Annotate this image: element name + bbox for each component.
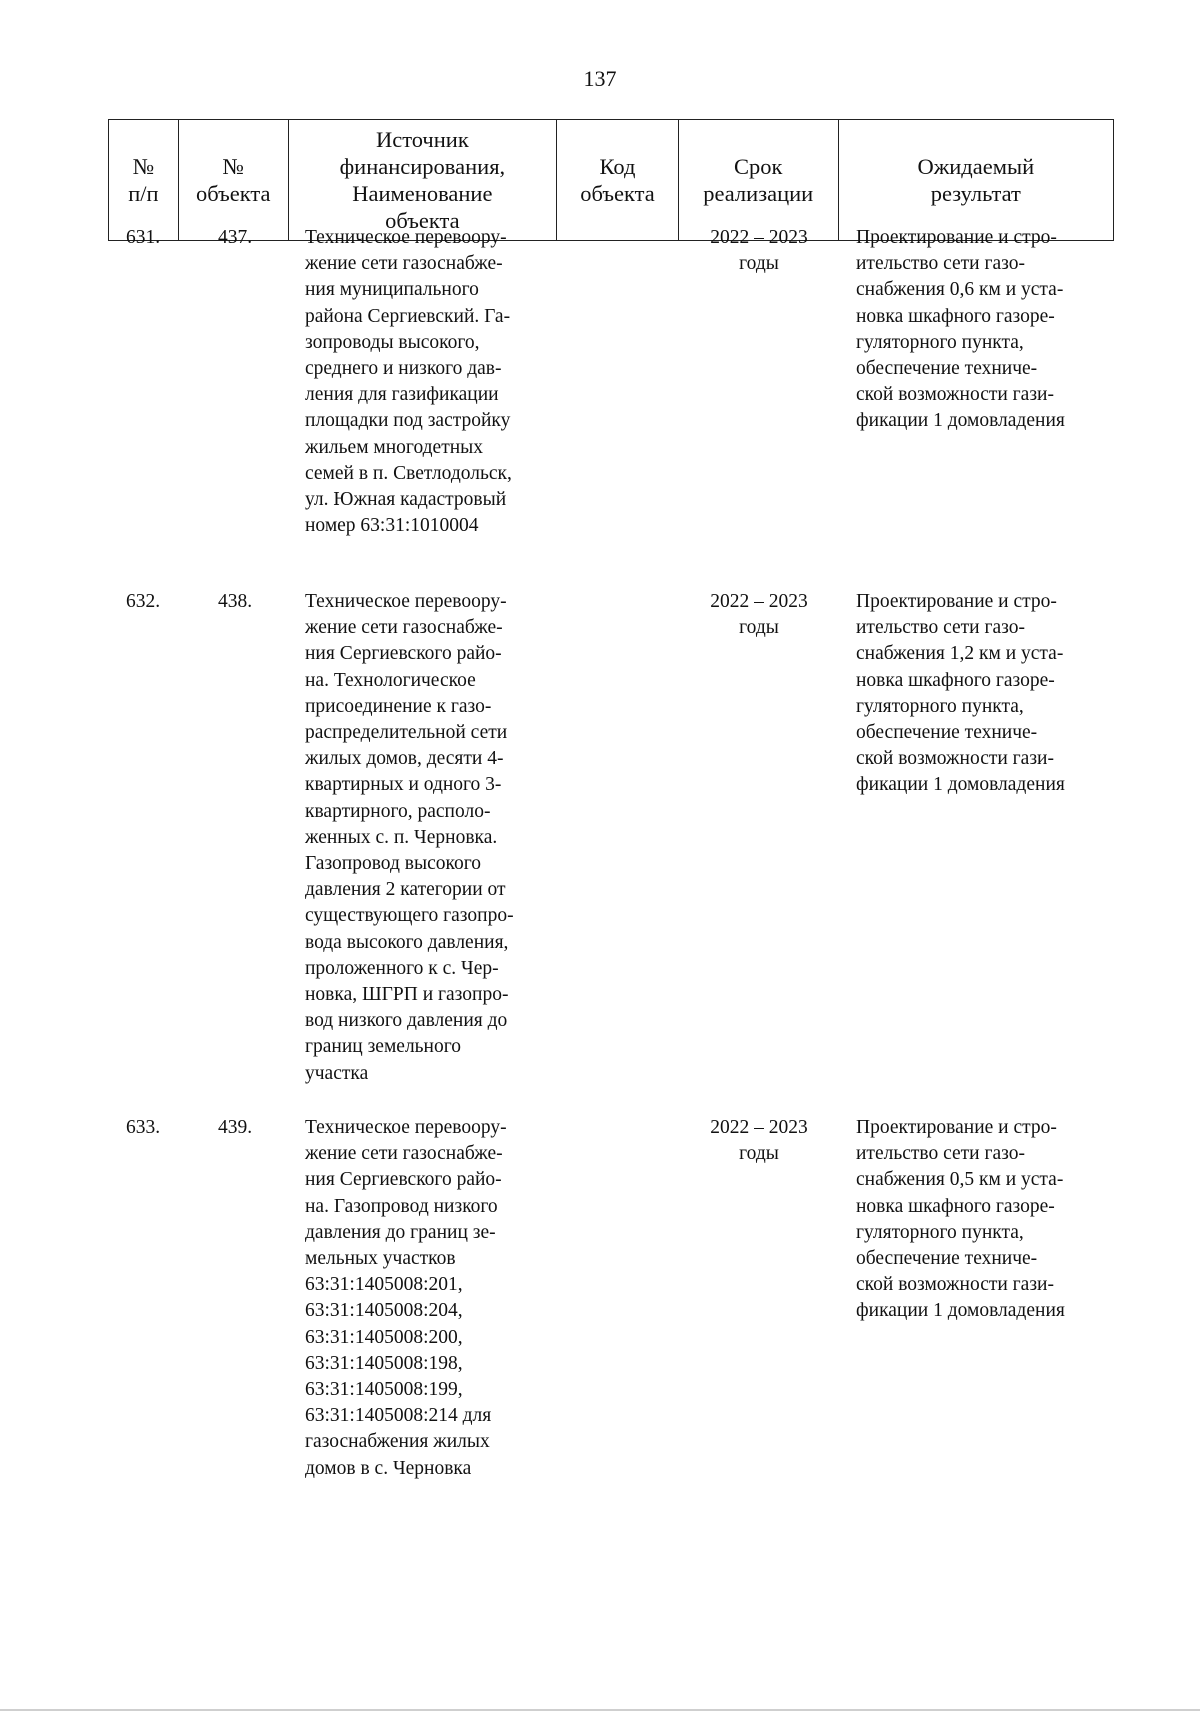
page-bottom-edge xyxy=(0,1709,1200,1711)
page-number: 137 xyxy=(583,66,617,91)
header-implementation-term: Срок реализации xyxy=(679,120,839,240)
expected-result: Проектирование и стро- ительство сети газо- снабжения 1,2 км и уста- новка шкафного газоре- гуляторного пункта, обеспечение техниче- ской возможности гази- фикации 1 домовладения xyxy=(856,591,1065,796)
expected-result: Проектирование и стро- ительство сети газо- снабжения 0,5 км и уста- новка шкафного газоре- гуляторного пункта, обеспечение техниче- ской возможности гази- фикации 1 домовладения xyxy=(856,1117,1065,1322)
implementation-term: 2022 – 2023 годы xyxy=(710,591,808,639)
row-number: 633. xyxy=(125,1117,161,1138)
implementation-term: 2022 – 2023 годы xyxy=(710,227,808,275)
implementation-term: 2022 – 2023 годы xyxy=(710,1117,808,1165)
header-object-number: № объекта xyxy=(179,120,289,240)
funding-source-text: Техническое перевоору- жение сети газоснабже- ния Сергиевского райо- на. Газопровод низкого давления до границ зе- мельных участков 63:31:1405008:201, 63:31:1405008:204, 63:31:1405008:200, 63:31:1405008:198, 63:31:1405008:199, 63:31:1405008:214 для газоснабжения жилых домов в с. Черновка xyxy=(305,1117,507,1479)
table-header xyxy=(108,119,1114,241)
header-row-number: № п/п xyxy=(109,120,179,240)
object-number: 439. xyxy=(217,1117,253,1138)
funding-source-text: Техническое перевоору- жение сети газоснабже- ния муниципального района Сергиевский. Га- зопроводы высокого, среднего и низкого дав- ления для газификации площадки под застройку жильем многодетных семей в п. Светлодольск, ул. Южная кадастровый номер 63:31:1010004 xyxy=(305,227,512,537)
header-object-code: Код объекта xyxy=(557,120,679,240)
object-number: 437. xyxy=(217,227,253,248)
header-expected-result: Ожидаемый результат xyxy=(917,154,1035,206)
expected-result: Проектирование и стро- ительство сети газо- снабжения 0,6 км и уста- новка шкафного газоре- гуляторного пункта, обеспечение техниче- ской возможности гази- фикации 1 домовладения xyxy=(856,227,1065,432)
object-number: 438. xyxy=(217,591,253,612)
funding-source-text: Техническое перевоору- жение сети газоснабже- ния Сергиевского райо- на. Технологическое присоединение к газо- распределительной сети жилых домов, десяти 4- квартирных и одного 3- квартирного, располо- женных с. п. Черновка. Газопровод высокого давления 2 категории от существующего газопро- вода высокого давления, проложенного к с. Чер- новка, ШГРП и газопро- вод низкого давления до границ земельного участка xyxy=(305,591,514,1084)
row-number: 632. xyxy=(125,591,161,612)
row-number: 631. xyxy=(125,227,161,248)
header-funding-source: Источник финансирования, Наименование объекта xyxy=(289,120,557,240)
